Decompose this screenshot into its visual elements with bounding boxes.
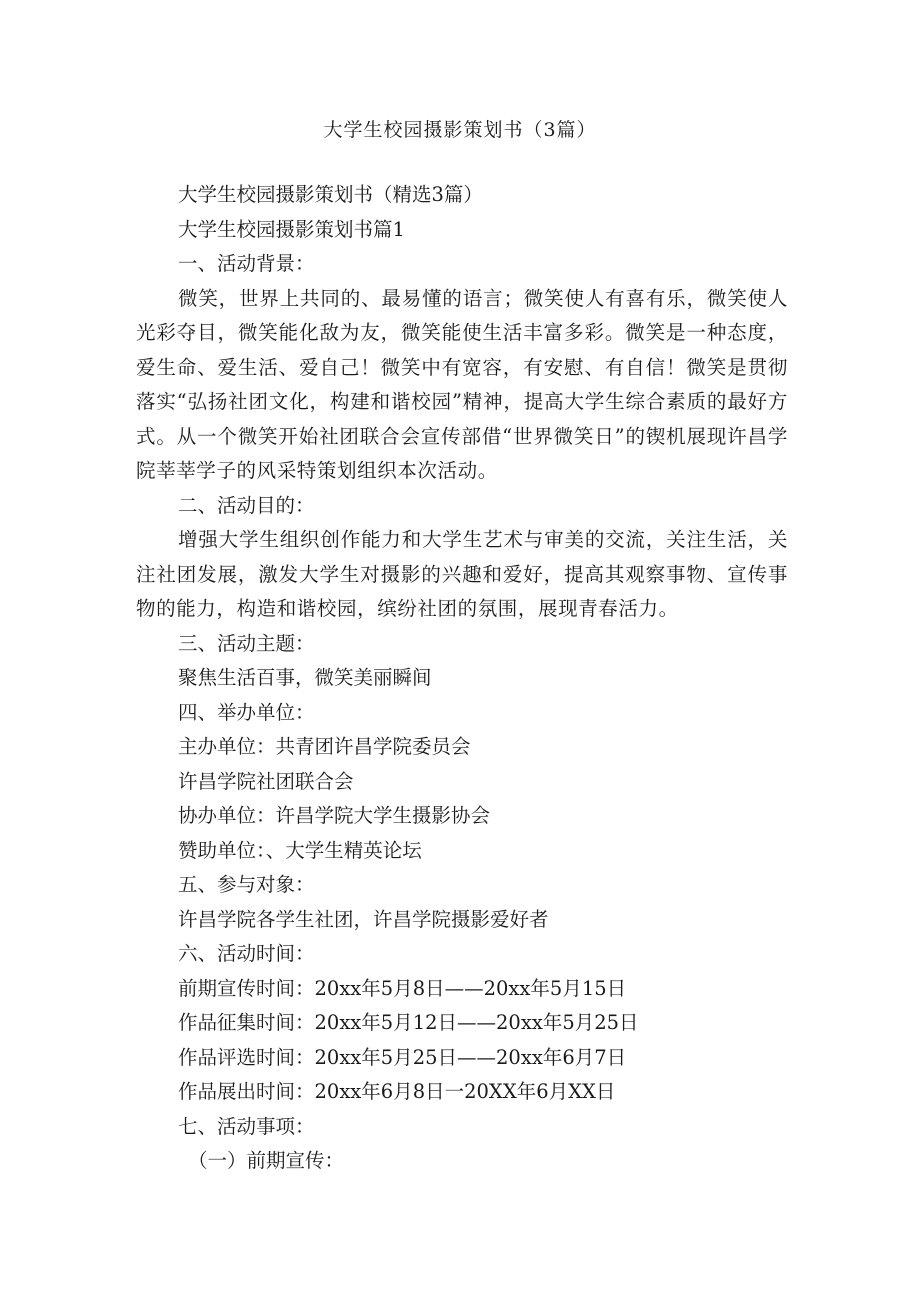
subtitle-line: 大学生校园摄影策划书（精选3篇） [178, 183, 483, 206]
subsection-heading: （一）前期宣传： [188, 1149, 345, 1172]
background-paragraph: 微笑，世界上共同的、最易懂的语言；微笑使人有喜有乐，微笑使人光彩夺目，微笑能化敌为友，微笑能使生活丰富多彩。微笑是一种态度，爱生命、爱生活、爱自己！微笑中有宽容，有安慰、有自信！微笑是贯彻落实“弘扬社团文化，构建和谐校园”精神，提高大学生综合素质的最好方式。从一个微笑开始社团联合会宣传部借“世界微笑日”的锲机展现许昌学院莘莘学子的风采特策划组织本次活动。 [136, 286, 788, 482]
section-heading-theme: 三、活动主题： [178, 631, 315, 655]
co-host-line: 协办单位：许昌学院大学生摄影协会 [178, 804, 491, 827]
sponsor-line: 赞助单位：、大学生精英论坛 [178, 838, 422, 862]
document-title: 大学生校园摄影策划书（3篇） [323, 119, 597, 141]
section-heading-items: 七、活动事项： [178, 1114, 315, 1138]
section-heading-purpose: 二、活动目的： [178, 493, 315, 517]
theme-text: 聚焦生活百事，微笑美丽瞬间 [178, 666, 432, 689]
document-body [136, 178, 788, 1179]
time-line: 前期宣传时间：20xx年5月8日——20xx年5月15日 [178, 976, 627, 1000]
time-line: 作品评选时间：20xx年5月25日——20xx年6月7日 [178, 1045, 627, 1069]
section-heading-organizers: 四、举办单位： [178, 700, 315, 724]
section-heading-background: 一、活动背景： [178, 252, 315, 275]
host-line: 主办单位：共青团许昌学院委员会 [178, 735, 471, 758]
part-heading: 大学生校园摄影策划书篇1 [178, 217, 405, 241]
section-heading-participants: 五、参与对象： [178, 873, 315, 896]
time-line: 作品征集时间：20xx年5月12日——20xx年5月25日 [178, 1011, 639, 1034]
section-heading-time: 六、活动时间： [178, 942, 315, 965]
participants-line: 许昌学院各学生社团，许昌学院摄影爱好者 [178, 907, 549, 931]
time-line: 作品展出时间：20xx年6月8日一20XX年6月XX日 [178, 1080, 616, 1103]
purpose-paragraph: 增强大学生组织创作能力和大学生艺术与审美的交流，关注生活，关注社团发展，激发大学生对摄影的兴趣和爱好，提高其观察事物、宣传事物的能力，构造和谐校园，缤纷社团的氛围，展现青春活力。 [136, 528, 788, 620]
host-line-2: 许昌学院社团联合会 [178, 769, 354, 793]
